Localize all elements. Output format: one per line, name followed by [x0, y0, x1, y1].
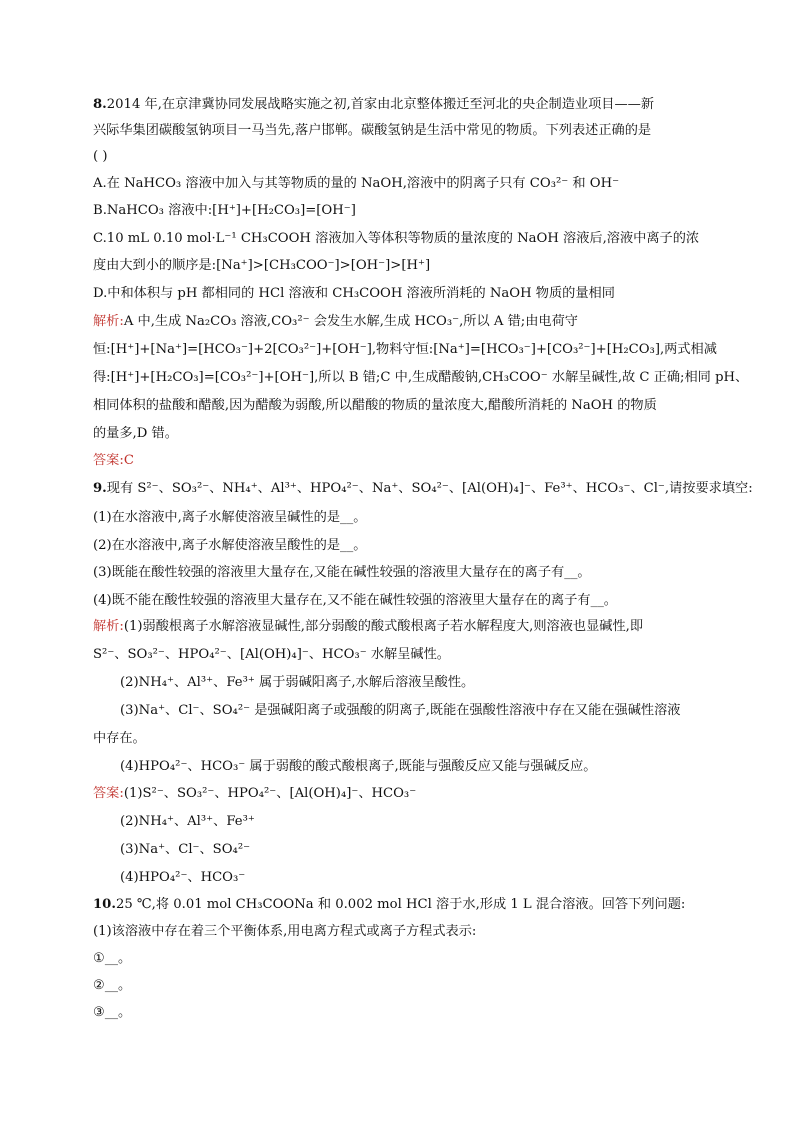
q8-option-c: C.10 mL 0.10 mol·L⁻¹ CH₃COOH 溶液加入等体积等物质的量浓度的 NaOH 溶液后,溶液中离子的浓 — [93, 231, 700, 246]
q8-answer-label: 答案: — [93, 453, 124, 468]
q9-analysis-line-3: (2)NH₄⁺、Al³⁺、Fe³⁺ 属于弱碱阳离子,水解后溶液呈酸性。 — [120, 675, 475, 690]
q9-stem: 9.现有 S²⁻、SO₃²⁻、NH₄⁺、Al³⁺、HPO₄²⁻、Na⁺、SO₄²⁻、[Al(OH)₄]⁻、Fe³⁺、HCO₃⁻、Cl⁻,请按要求填空: — [93, 481, 753, 496]
q8-analysis-line-4: 相同体积的盐酸和醋酸,因为醋酸为弱酸,所以醋酸的物质的量浓度大,醋酸所消耗的 NaOH 的物质 — [93, 398, 657, 413]
q8-answer — [93, 451, 134, 471]
q9-analysis-line-5: 中存在。 — [93, 731, 146, 746]
q9-sub-3: (3)既能在酸性较强的溶液里大量存在,又能在碱性较强的溶液里大量存在的离子有__。 — [93, 565, 591, 580]
q9-answer-label: 答案: — [93, 786, 124, 801]
q8-answer-value: C — [123, 453, 134, 468]
q8-option-c-cont: 度由大到小的顺序是:[Na⁺]>[CH₃COO⁻]>[OH⁻]>[H⁺] — [93, 258, 431, 273]
q8-option-d: D.中和体积与 pH 都相同的 HCl 溶液和 CH₃COOH 溶液所消耗的 NaOH 物质的量相同 — [93, 286, 615, 301]
q9-analysis-line-1: 解析:(1)弱酸根离子水解溶液显碱性,部分弱酸的酸式酸根离子若水解程度大,则溶液也显碱性,即 — [93, 619, 644, 634]
q8-stem-bracket: ( ) — [93, 149, 108, 164]
q8-analysis-line-1: 解析:A 中,生成 Na₂CO₃ 溶液,CO₃²⁻ 会发生水解,生成 HCO₃⁻,所以 A 错;由电荷守 — [93, 314, 578, 329]
q9-answer-line-2: (2)NH₄⁺、Al³⁺、Fe³⁺ — [120, 814, 255, 829]
q8-analysis-line-2: 恒:[H⁺]+[Na⁺]=[HCO₃⁻]+2[CO₃²⁻]+[OH⁻],物料守恒:[Na⁺]=[HCO₃⁻]+[CO₃²⁻]+[H₂CO₃],两式相减 — [93, 342, 717, 357]
q9-answer-line-3: (3)Na⁺、Cl⁻、SO₄²⁻ — [120, 842, 251, 857]
q8-analysis-line-5: 的量多,D 错。 — [93, 426, 178, 441]
q8-stem-line-1: 8.2014 年,在京津冀协同发展战略实施之初,首家由北京整体搬迁至河北的央企制造业项目——新 — [93, 97, 655, 112]
q10-blank-1: ①__。 — [93, 951, 132, 966]
q9-answer-line-4: (4)HPO₄²⁻、HCO₃⁻ — [120, 870, 246, 885]
q8-option-b: B.NaHCO₃ 溶液中:[H⁺]+[H₂CO₃]=[OH⁻] — [93, 203, 356, 218]
q10-sub-1: (1)该溶液中存在着三个平衡体系,用电离方程式或离子方程式表示: — [93, 924, 477, 939]
q9-number: 9. — [93, 481, 107, 496]
q9-analysis-line-6: (4)HPO₄²⁻、HCO₃⁻ 属于弱酸的酸式酸根离子,既能与强酸反应又能与强碱反应。 — [120, 759, 597, 774]
q9-analysis-line-2: S²⁻、SO₃²⁻、HPO₄²⁻、[Al(OH)₄]⁻、HCO₃⁻ 水解呈碱性。 — [93, 647, 450, 662]
q8-number: 8. — [93, 97, 107, 112]
q10-blank-2: ②__。 — [93, 978, 132, 993]
q9-sub-4: (4)既不能在酸性较强的溶液里大量存在,又不能在碱性较强的溶液里大量存在的离子有__。 — [93, 593, 617, 608]
q10-stem: 10.25 ℃,将 0.01 mol CH₃COONa 和 0.002 mol HCl 溶于水,形成 1 L 混合溶液。回答下列问题: — [93, 897, 686, 912]
q9-sub-2: (2)在水溶液中,离子水解使溶液呈酸性的是__。 — [93, 538, 367, 553]
q9-answer-line-1: 答案:(1)S²⁻、SO₃²⁻、HPO₄²⁻、[Al(OH)₄]⁻、HCO₃⁻ — [93, 786, 417, 801]
q8-analysis-label: 解析: — [93, 314, 124, 329]
q9-analysis-label: 解析: — [93, 619, 124, 634]
q8-option-a: A.在 NaHCO₃ 溶液中加入与其等物质的量的 NaOH,溶液中的阴离子只有 CO₃²⁻ 和 OH⁻ — [93, 176, 620, 191]
q10-blank-3: ③__。 — [93, 1005, 132, 1020]
q9-analysis-line-4: (3)Na⁺、Cl⁻、SO₄²⁻ 是强碱阳离子或强酸的阴离子,既能在强酸性溶液中存在又能在强碱性溶液 — [120, 703, 681, 718]
q10-number: 10. — [93, 897, 116, 912]
q8-analysis-line-3: 得:[H⁺]+[H₂CO₃]=[CO₃²⁻]+[OH⁻],所以 B 错;C 中,生成醋酸钠,CH₃COO⁻ 水解呈碱性,故 C 正确;相同 pH、 — [93, 370, 749, 385]
q8-stem-line-2: 兴际华集团碳酸氢钠项目一马当先,落户邯郸。碳酸氢钠是生活中常见的物质。下列表述正确的是 — [93, 123, 652, 138]
q9-sub-1: (1)在水溶液中,离子水解使溶液呈碱性的是__。 — [93, 510, 367, 525]
